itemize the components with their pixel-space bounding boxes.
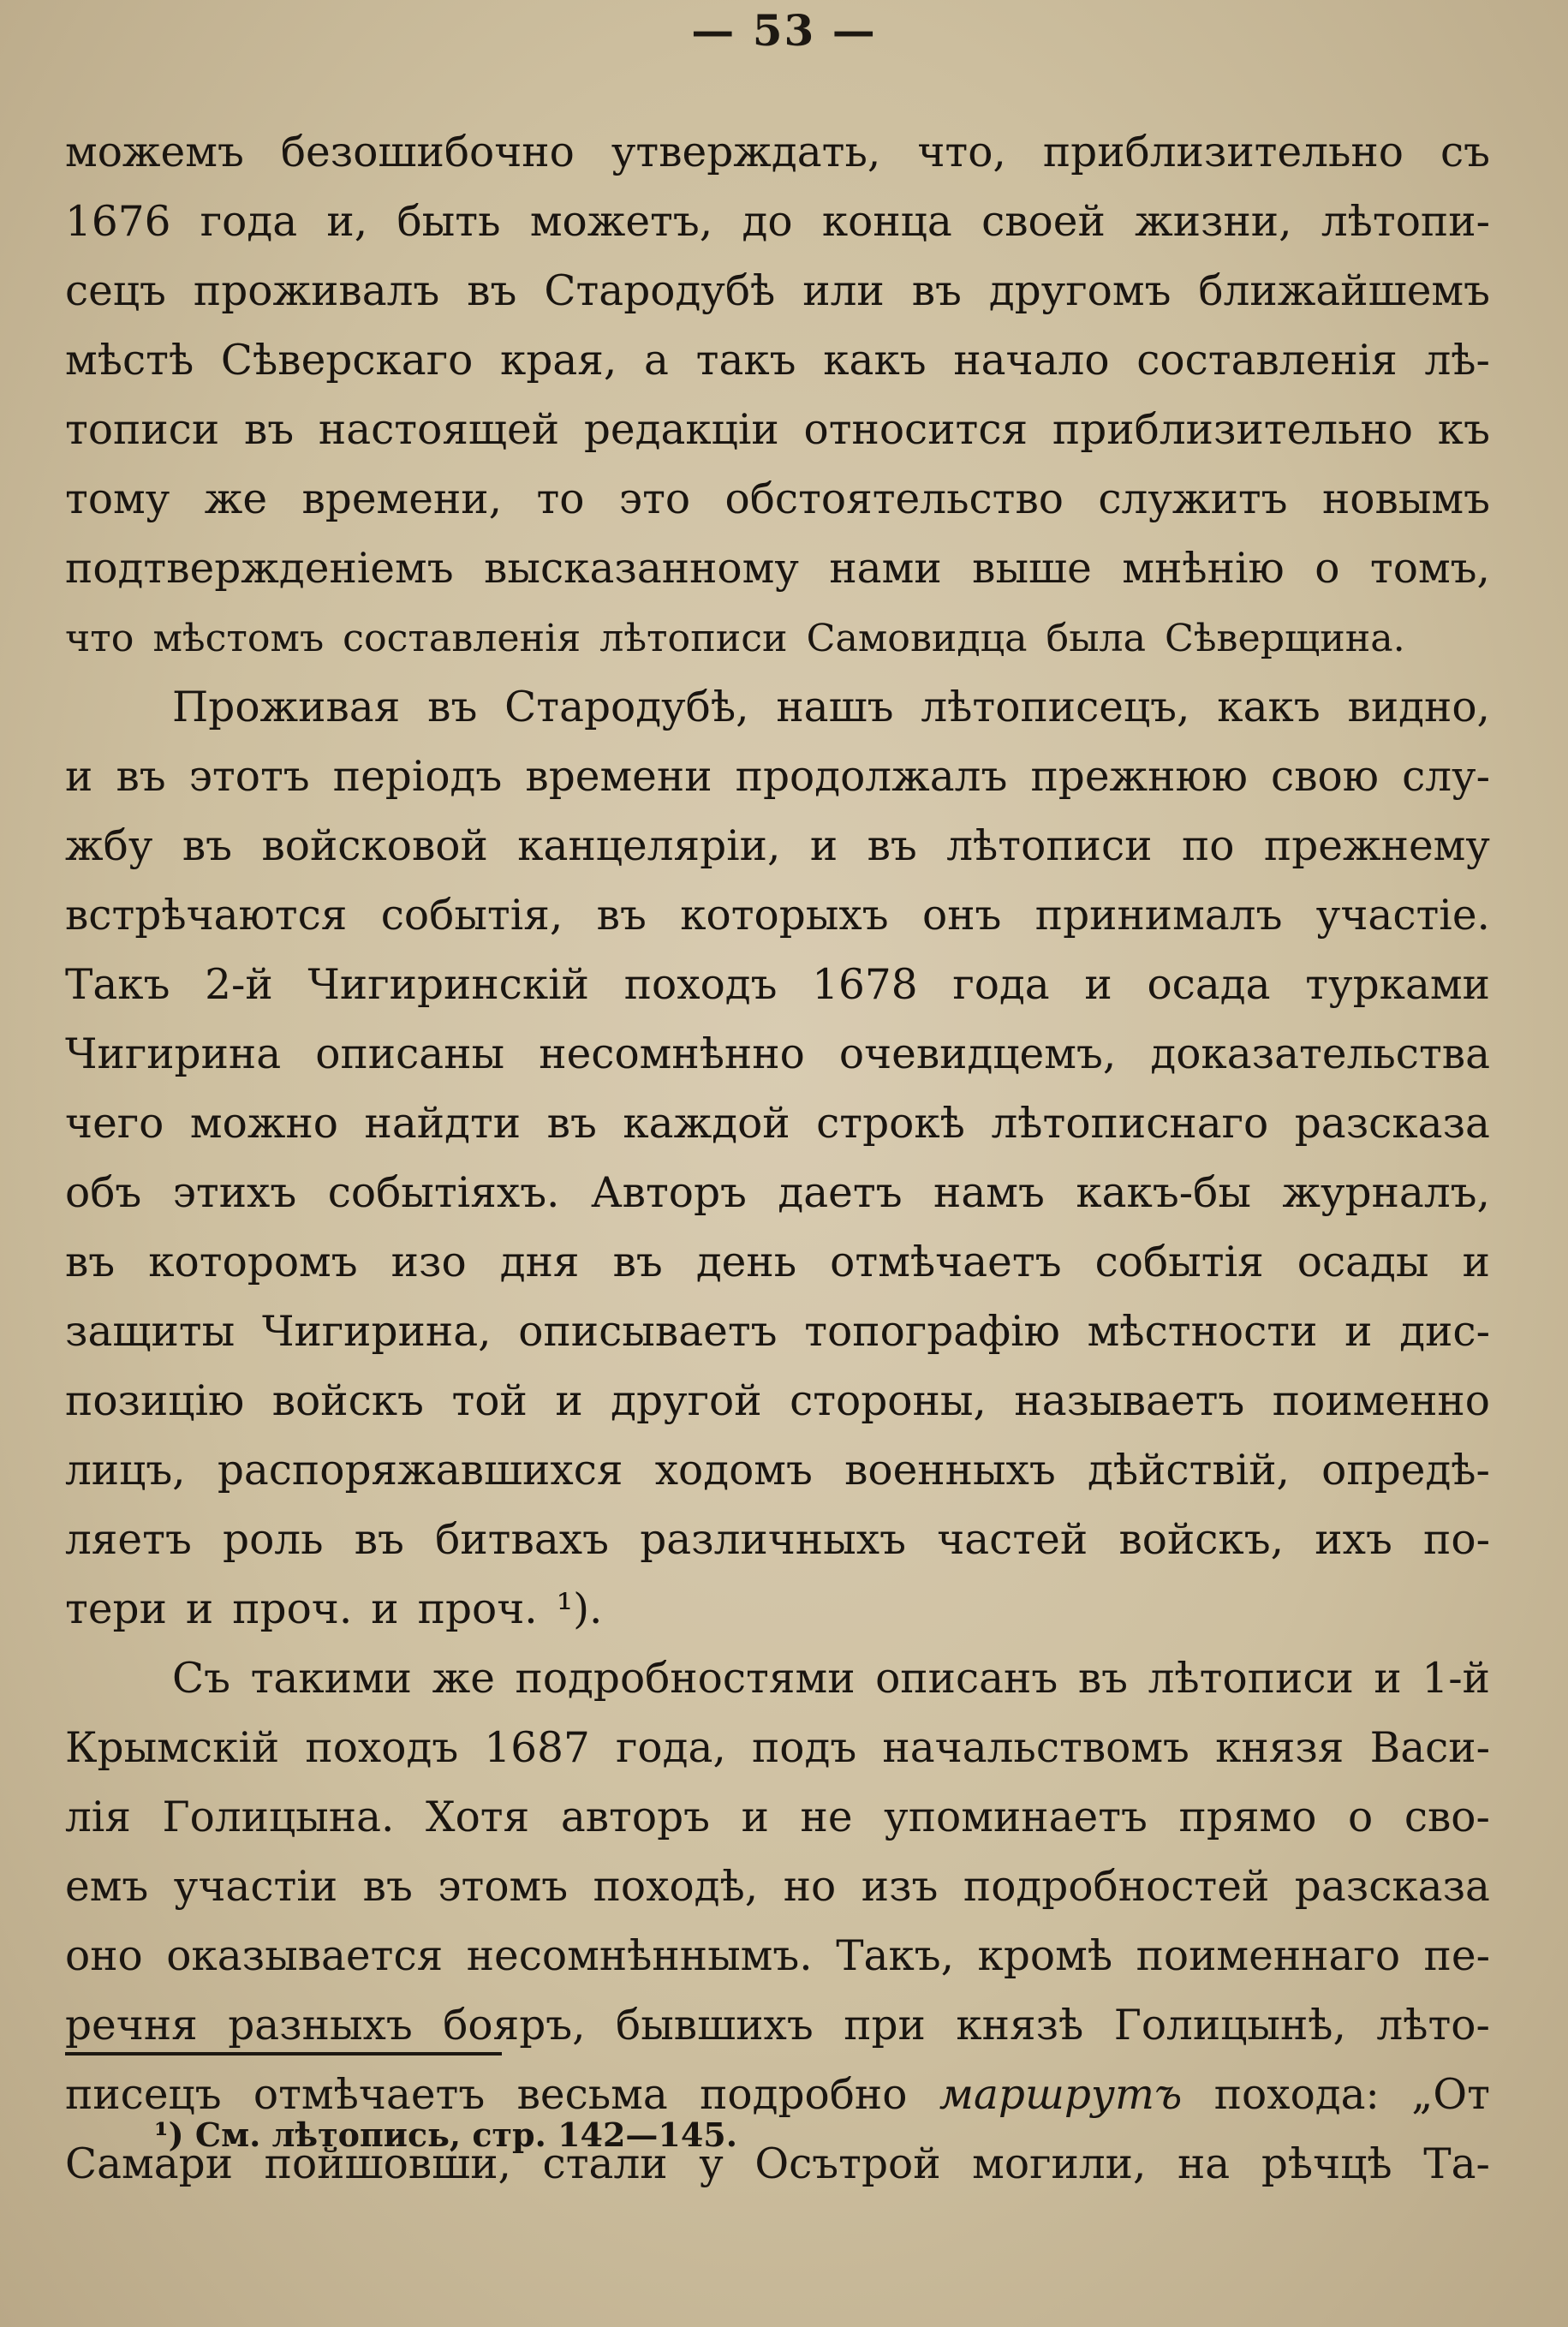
word: лѣтопи- bbox=[1321, 198, 1490, 246]
text-line bbox=[65, 743, 1490, 812]
word: Та- bbox=[1423, 2140, 1490, 2188]
text-line bbox=[65, 257, 1490, 326]
word: и bbox=[741, 1793, 769, 1841]
footnote: ¹) См. лѣтопись, стр. 142—145. bbox=[154, 2115, 737, 2154]
word: даетъ bbox=[778, 1169, 903, 1217]
word: Самари bbox=[65, 2140, 234, 2188]
word: и bbox=[1084, 961, 1112, 1009]
word: походъ bbox=[305, 1724, 459, 1772]
word: ходомъ bbox=[654, 1447, 813, 1495]
word: прежнюю bbox=[1030, 753, 1248, 801]
word: же bbox=[204, 475, 268, 523]
text-line bbox=[65, 1783, 1490, 1853]
word: ихъ bbox=[1315, 1516, 1392, 1564]
word: описаны bbox=[315, 1030, 505, 1078]
word: которыхъ bbox=[680, 892, 889, 940]
word: мѣстѣ bbox=[65, 337, 194, 385]
word: подробно bbox=[700, 2071, 908, 2119]
word: строкѣ bbox=[816, 1100, 965, 1148]
text-line bbox=[65, 1020, 1490, 1089]
text-line bbox=[65, 1714, 1490, 1783]
word: на bbox=[1177, 2140, 1231, 2188]
text-line bbox=[65, 1159, 1490, 1228]
word: въ bbox=[354, 1516, 404, 1564]
word: Такъ, bbox=[836, 1932, 955, 1980]
word: при bbox=[844, 2002, 926, 2050]
word: съ bbox=[1440, 128, 1490, 176]
word: была bbox=[1046, 617, 1146, 660]
word: канцеляріи, bbox=[517, 822, 781, 870]
word: дѣйствій, bbox=[1087, 1447, 1290, 1495]
word: прямо bbox=[1178, 1793, 1317, 1841]
word: отмѣчаетъ bbox=[830, 1238, 1062, 1286]
word: лѣтописецъ, bbox=[921, 683, 1190, 731]
word: роль bbox=[223, 1516, 324, 1564]
word: къ bbox=[1437, 406, 1490, 454]
word: составленія bbox=[343, 617, 581, 660]
word: этихъ bbox=[172, 1169, 297, 1217]
word: поименнаго bbox=[1136, 1932, 1401, 1980]
word: называетъ bbox=[1014, 1377, 1245, 1425]
word: рѣчцѣ bbox=[1261, 2140, 1392, 2188]
word: у bbox=[699, 2140, 724, 2188]
text-line bbox=[65, 1922, 1490, 1991]
word: это bbox=[618, 475, 691, 523]
word: въ bbox=[612, 1238, 663, 1286]
word: по- bbox=[1423, 1516, 1490, 1564]
word: приблизительно bbox=[1052, 406, 1414, 454]
word: весьма bbox=[516, 2071, 668, 2119]
word: журналъ, bbox=[1282, 1169, 1490, 1217]
word: доказательства bbox=[1150, 1030, 1490, 1078]
word: которомъ bbox=[148, 1238, 358, 1286]
word: подъ bbox=[751, 1724, 857, 1772]
word: распоряжавшихся bbox=[217, 1447, 623, 1495]
word: лѣтописи bbox=[1148, 1655, 1354, 1703]
word: Сѣверскаго bbox=[220, 337, 474, 385]
word: событія bbox=[1094, 1238, 1264, 1286]
page-number: — 53 — bbox=[691, 5, 877, 56]
word: относится bbox=[803, 406, 1028, 454]
word: о bbox=[1348, 1793, 1374, 1841]
word: мнѣнію bbox=[1122, 545, 1285, 593]
text-line bbox=[65, 188, 1490, 257]
word: служитъ bbox=[1098, 475, 1288, 523]
word: быть bbox=[396, 198, 501, 246]
word: такъ bbox=[695, 337, 796, 385]
word: года bbox=[200, 198, 298, 246]
text-line bbox=[65, 465, 1490, 534]
word: времени bbox=[525, 753, 712, 801]
word: проч. bbox=[232, 1585, 353, 1633]
word: 1687 bbox=[484, 1724, 590, 1772]
word: и bbox=[371, 1585, 399, 1633]
word: лицъ, bbox=[65, 1447, 186, 1495]
word: писецъ bbox=[65, 2071, 222, 2119]
word: Проживая bbox=[172, 683, 401, 731]
word: 1678 bbox=[812, 961, 918, 1009]
word: Голицынѣ, bbox=[1113, 2002, 1346, 2050]
text-line bbox=[65, 951, 1490, 1020]
word: до bbox=[742, 198, 793, 246]
word: Крымскій bbox=[65, 1724, 280, 1772]
word: Стародубѣ bbox=[544, 267, 776, 315]
word: въ bbox=[427, 683, 478, 731]
text-line bbox=[65, 1644, 1490, 1714]
word: авторъ bbox=[560, 1793, 710, 1841]
word: поименно bbox=[1272, 1377, 1490, 1425]
text-line bbox=[65, 534, 1490, 604]
word: проживалъ bbox=[193, 267, 440, 315]
word: нами bbox=[829, 545, 942, 593]
word: войсковой bbox=[261, 822, 488, 870]
word: въ bbox=[867, 822, 917, 870]
word: походъ bbox=[623, 961, 778, 1009]
word: въ bbox=[546, 1100, 597, 1148]
word: можемъ bbox=[65, 128, 244, 176]
word: Сѣверщина. bbox=[1164, 617, 1405, 660]
word: ближайшемъ bbox=[1198, 267, 1490, 315]
word: настоящей bbox=[318, 406, 560, 454]
word: маршрутъ bbox=[939, 2071, 1183, 2119]
word: бояръ, bbox=[443, 2002, 586, 2050]
word: битвахъ bbox=[435, 1516, 609, 1564]
word: разныхъ bbox=[228, 2002, 413, 2050]
word: подробностями bbox=[515, 1655, 856, 1703]
word: Васи- bbox=[1369, 1724, 1490, 1772]
footnote-divider bbox=[65, 2052, 502, 2056]
word: высказанному bbox=[484, 545, 799, 593]
word: войскъ bbox=[271, 1377, 424, 1425]
word: новымъ bbox=[1321, 475, 1490, 523]
word: въ bbox=[911, 267, 962, 315]
word: свою bbox=[1271, 753, 1379, 801]
word: года, bbox=[615, 1724, 726, 1772]
word: участіи bbox=[173, 1863, 338, 1911]
word: той bbox=[451, 1377, 528, 1425]
word: топографію bbox=[804, 1308, 1060, 1356]
text-line bbox=[65, 1228, 1490, 1298]
word: пойшовши, bbox=[264, 2140, 511, 2188]
word: отмѣчаетъ bbox=[253, 2071, 486, 2119]
text-line bbox=[65, 118, 1490, 188]
word: въ bbox=[182, 822, 232, 870]
text-line bbox=[65, 1436, 1490, 1506]
word: Авторъ bbox=[590, 1169, 747, 1217]
word: видно, bbox=[1347, 683, 1490, 731]
text-line bbox=[65, 1089, 1490, 1159]
word: редакціи bbox=[583, 406, 779, 454]
word: и bbox=[555, 1377, 583, 1425]
word: онъ bbox=[922, 892, 1002, 940]
word: и bbox=[65, 753, 93, 801]
word: въ bbox=[1077, 1655, 1128, 1703]
word: объ bbox=[65, 1169, 142, 1217]
word: описанъ bbox=[875, 1655, 1058, 1703]
word: тому bbox=[65, 475, 170, 523]
word: Осътрой bbox=[754, 2140, 941, 2188]
word: конца bbox=[821, 198, 952, 246]
word: Съ bbox=[172, 1655, 230, 1703]
word: изо bbox=[391, 1238, 467, 1286]
word: описываетъ bbox=[518, 1308, 778, 1356]
word: тери bbox=[65, 1585, 167, 1633]
word: то bbox=[536, 475, 585, 523]
word: а bbox=[644, 337, 669, 385]
word: Самовидца bbox=[806, 617, 1028, 660]
word: князя bbox=[1215, 1724, 1344, 1772]
word: ляетъ bbox=[65, 1516, 192, 1564]
word: изъ bbox=[861, 1863, 939, 1911]
word: различныхъ bbox=[640, 1516, 906, 1564]
word: защиты bbox=[65, 1308, 235, 1356]
word: въ bbox=[362, 1863, 413, 1911]
word: какъ-бы bbox=[1076, 1169, 1251, 1217]
word: несомнѣннымъ. bbox=[466, 1932, 813, 1980]
word: могили, bbox=[972, 2140, 1147, 2188]
word: Чигирина, bbox=[261, 1308, 492, 1356]
text-line bbox=[65, 604, 1490, 673]
word: Голицына. bbox=[162, 1793, 395, 1841]
word: походѣ, bbox=[593, 1863, 759, 1911]
word: лѣтописнаго bbox=[991, 1100, 1269, 1148]
word: въ bbox=[467, 267, 517, 315]
word: составленія bbox=[1136, 337, 1398, 385]
word: своей bbox=[981, 198, 1106, 246]
word: въ bbox=[596, 892, 647, 940]
word: военныхъ bbox=[844, 1447, 1056, 1495]
word: томъ, bbox=[1369, 545, 1490, 593]
word: намъ bbox=[933, 1169, 1045, 1217]
word: лія bbox=[65, 1793, 131, 1841]
word: и bbox=[1462, 1238, 1490, 1286]
word: день bbox=[695, 1238, 797, 1286]
word: разсказа bbox=[1294, 1863, 1490, 1911]
word: похода: bbox=[1213, 2071, 1380, 2119]
word: подтвержденіемъ bbox=[65, 545, 454, 593]
word: о bbox=[1315, 545, 1340, 593]
word: турками bbox=[1305, 961, 1490, 1009]
word: стали bbox=[542, 2140, 668, 2188]
word: очевидцемъ, bbox=[838, 1030, 1117, 1078]
word: „От bbox=[1411, 2071, 1490, 2119]
word: въ bbox=[65, 1238, 116, 1286]
word: какъ bbox=[1217, 683, 1321, 731]
word: опредѣ- bbox=[1321, 1447, 1490, 1495]
word: найдти bbox=[364, 1100, 522, 1148]
word: осады bbox=[1297, 1238, 1429, 1286]
word: можетъ, bbox=[529, 198, 713, 246]
word: событіяхъ. bbox=[327, 1169, 560, 1217]
text-line bbox=[65, 1853, 1490, 1922]
word: позицію bbox=[65, 1377, 245, 1425]
word: частей bbox=[937, 1516, 1088, 1564]
word: прежнему bbox=[1263, 822, 1490, 870]
word: 2-й bbox=[205, 961, 273, 1009]
word: лѣ- bbox=[1424, 337, 1490, 385]
word: и bbox=[1374, 1655, 1402, 1703]
word: и bbox=[185, 1585, 214, 1633]
word: подробностей bbox=[963, 1863, 1270, 1911]
word: начало bbox=[953, 337, 1110, 385]
word: Такъ bbox=[65, 961, 170, 1009]
text-line bbox=[65, 1298, 1490, 1367]
word: и, bbox=[326, 198, 368, 246]
word: времени, bbox=[301, 475, 503, 523]
word: года bbox=[952, 961, 1050, 1009]
word: и bbox=[809, 822, 838, 870]
word: въ bbox=[243, 406, 295, 454]
word: или bbox=[802, 267, 885, 315]
word: чего bbox=[65, 1100, 164, 1148]
word: приблизительно bbox=[1042, 128, 1404, 176]
word: ¹). bbox=[556, 1585, 603, 1633]
word: безошибочно bbox=[280, 128, 575, 176]
word: жизни, bbox=[1135, 198, 1292, 246]
word: обстоятельство bbox=[724, 475, 1064, 523]
word: другомъ bbox=[988, 267, 1172, 315]
word: въ bbox=[116, 753, 166, 801]
text-line bbox=[65, 1575, 1490, 1644]
word: встрѣчаются bbox=[65, 892, 348, 940]
text-line bbox=[65, 881, 1490, 951]
word: принималъ bbox=[1034, 892, 1283, 940]
word: Стародубѣ, bbox=[504, 683, 749, 731]
word: другой bbox=[611, 1377, 762, 1425]
word: жбу bbox=[65, 822, 153, 870]
word: участіе. bbox=[1315, 892, 1490, 940]
word: событія, bbox=[380, 892, 563, 940]
word: края, bbox=[500, 337, 617, 385]
word: утверждать, bbox=[611, 128, 881, 176]
body-text bbox=[65, 118, 1490, 2199]
word: начальствомъ bbox=[882, 1724, 1189, 1772]
word: этотъ bbox=[188, 753, 310, 801]
word: проч. bbox=[417, 1585, 538, 1633]
word: что bbox=[65, 617, 134, 660]
word: осада bbox=[1147, 961, 1271, 1009]
word: мѣстомъ bbox=[152, 617, 325, 660]
word: такими bbox=[250, 1655, 412, 1703]
word: тописи bbox=[65, 406, 220, 454]
word: лѣтописи bbox=[946, 822, 1153, 870]
word: какъ bbox=[823, 337, 927, 385]
word: кромѣ bbox=[977, 1932, 1113, 1980]
word: бывшихъ bbox=[616, 2002, 814, 2050]
word: стороны, bbox=[790, 1377, 987, 1425]
word: Чигирина bbox=[65, 1030, 282, 1078]
word: 1-й bbox=[1422, 1655, 1490, 1703]
word: же bbox=[432, 1655, 495, 1703]
word: дня bbox=[499, 1238, 580, 1286]
text-line bbox=[65, 812, 1490, 881]
word: что, bbox=[917, 128, 1006, 176]
word: разсказа bbox=[1294, 1100, 1490, 1148]
word: сво- bbox=[1404, 1793, 1490, 1841]
word: Хотя bbox=[426, 1793, 530, 1841]
text-line bbox=[65, 673, 1490, 743]
text-line bbox=[65, 396, 1490, 465]
word: несомнѣнно bbox=[539, 1030, 805, 1078]
word: и bbox=[1344, 1308, 1373, 1356]
word: пе- bbox=[1423, 1932, 1490, 1980]
word: сецъ bbox=[65, 267, 166, 315]
word: емъ bbox=[65, 1863, 149, 1911]
text-line bbox=[65, 1991, 1490, 2061]
word: можно bbox=[189, 1100, 338, 1148]
word: речня bbox=[65, 2002, 198, 2050]
word: упоминаетъ bbox=[884, 1793, 1148, 1841]
word: мѣстности bbox=[1087, 1308, 1318, 1356]
word: нашъ bbox=[776, 683, 894, 731]
word: каждой bbox=[623, 1100, 790, 1148]
word: лѣто- bbox=[1376, 2002, 1490, 2050]
text-line bbox=[65, 1367, 1490, 1436]
word: Чигиринскій bbox=[307, 961, 589, 1009]
word: 1676 bbox=[65, 198, 171, 246]
text-line bbox=[65, 326, 1490, 396]
word: этомъ bbox=[438, 1863, 569, 1911]
word: оказывается bbox=[166, 1932, 444, 1980]
word: дис- bbox=[1399, 1308, 1490, 1356]
word: выше bbox=[972, 545, 1092, 593]
word: князѣ bbox=[956, 2002, 1084, 2050]
word: но bbox=[783, 1863, 837, 1911]
word: слу- bbox=[1402, 753, 1490, 801]
word: оно bbox=[65, 1932, 143, 1980]
word: по bbox=[1181, 822, 1235, 870]
word: періодъ bbox=[332, 753, 503, 801]
word: не bbox=[800, 1793, 853, 1841]
word: войскъ, bbox=[1118, 1516, 1285, 1564]
text-line bbox=[65, 1506, 1490, 1575]
word: продолжалъ bbox=[735, 753, 1008, 801]
word: лѣтописи bbox=[599, 617, 788, 660]
